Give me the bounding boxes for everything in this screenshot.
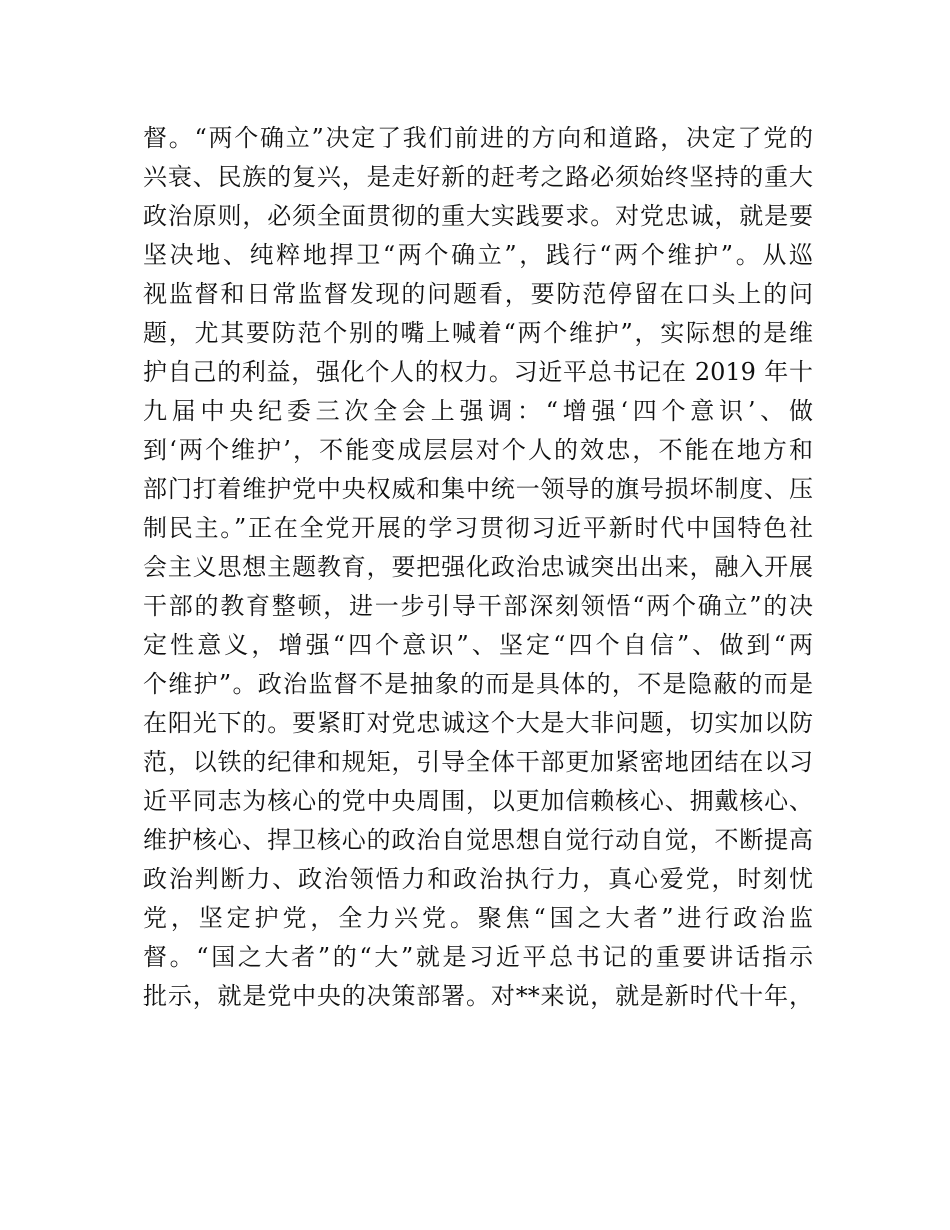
text-line: 督。“国之大者”的“大”就是习近平总书记的重要讲话指示 (143, 943, 813, 971)
text-line: 干部的教育整顿，进一步引导干部深刻领悟“两个确立”的决 (143, 592, 813, 620)
text-line: 范，以铁的纪律和规矩，引导全体干部更加紧密地团结在以习 (143, 748, 813, 776)
text-line: 制民主。”正在全党开展的学习贯彻习近平新时代中国特色社 (143, 514, 813, 542)
text-line: 政治原则，必须全面贯彻的重大实践要求。对党忠诚，就是要 (143, 202, 813, 230)
text-line: 个维护”。政治监督不是抽象的而是具体的，不是隐蔽的而是 (143, 670, 813, 698)
text-line: 部门打着维护党中央权威和集中统一领导的旗号损坏制度、压 (143, 475, 813, 503)
text-line: 视监督和日常监督发现的问题看，要防范停留在口头上的问 (143, 280, 813, 308)
text-line: 定性意义，增强“四个意识”、坚定“四个自信”、做到“两 (143, 631, 813, 659)
text-line: 护自己的利益，强化个人的权力。习近平总书记在 2019 年十 (143, 358, 813, 386)
text-line: 政治判断力、政治领悟力和政治执行力，真心爱党，时刻忧 (143, 865, 813, 893)
text-line: 在阳光下的。要紧盯对党忠诚这个大是大非问题，切实加以防 (143, 709, 813, 737)
text-line: 坚决地、纯粹地捍卫“两个确立”，践行“两个维护”。从巡 (143, 241, 813, 269)
text-line: 兴衰、民族的复兴，是走好新的赶考之路必须始终坚持的重大 (143, 163, 813, 191)
text-line: 九届中央纪委三次全会上强调：“增强‘四个意识’、做 (143, 397, 813, 425)
text-line: 题，尤其要防范个别的嘴上喊着“两个维护”，实际想的是维 (143, 319, 813, 347)
text-line: 到‘两个维护’，不能变成层层对个人的效忠，不能在地方和 (143, 436, 813, 464)
text-line: 会主义思想主题教育，要把强化政治忠诚突出出来，融入开展 (143, 553, 813, 581)
text-line: 督。“两个确立”决定了我们前进的方向和道路，决定了党的 (143, 124, 813, 152)
text-line: 近平同志为核心的党中央周围，以更加信赖核心、拥戴核心、 (143, 787, 813, 815)
text-line: 维护核心、捍卫核心的政治自觉思想自觉行动自觉，不断提高 (143, 826, 813, 854)
text-line: 批示，就是党中央的决策部署。对**来说，就是新时代十年， (143, 982, 813, 1010)
body-paragraph (143, 119, 813, 1016)
text-line: 党，坚定护党，全力兴党。聚焦“国之大者”进行政治监 (143, 904, 813, 932)
